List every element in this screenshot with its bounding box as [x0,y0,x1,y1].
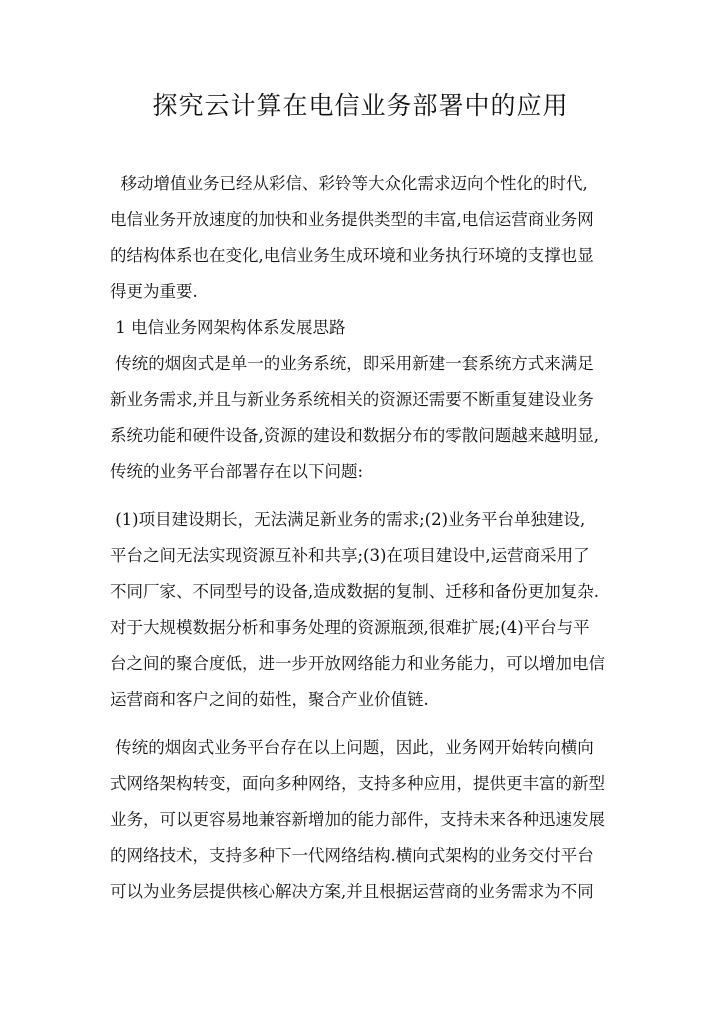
paragraph-line: 式网络架构转变，面向多种网络，支持多种应用，提供更丰富的新型 [110,774,605,793]
paragraph-line: 台之间的聚合度低，进一步开放网络能力和业务能力，可以增加电信 [110,654,605,673]
paragraph-line: 平台之间无法实现资源互补和共享;(3)在项目建设中,运营商采用了 [110,546,590,565]
paragraph-line: 业务，可以更容易地兼容新增加的能力部件，支持未来各种迅速发展 [110,810,605,829]
paragraph-line: 移动增值业务已经从彩信、彩铃等大众化需求迈向个性化的时代, [110,174,588,193]
paragraph-line: 的结构体系也在变化,电信业务生成环境和业务执行环境的支撑也显 [110,246,594,265]
paragraph-line: 传统的业务平台部署存在以下问题: [110,462,364,481]
paragraph-line: 运营商和客户之间的茹性，聚合产业价值链. [110,690,429,709]
section-heading: 1 电信业务网架构体系发展思路 [110,318,346,337]
paragraph-line: 对于大规模数据分析和事务处理的资源瓶颈,很难扩展;(4)平台与平 [110,618,590,637]
paragraph-line: 不同厂家、不同型号的设备,造成数据的复制、迁移和备份更加复杂. [110,582,599,601]
paragraph-line: 传统的烟囱式业务平台存在以上问题，因此，业务网开始转向横向 [110,738,594,757]
paragraph-line: 新业务需求,并且与新业务系统相关的资源还需要不断重复建设业务 [110,390,594,409]
document-title: 探究云计算在电信业务部署中的应用 [152,91,569,120]
paragraph-line: (1)项目建设期长，无法满足新业务的需求;(2)业务平台单独建设, [110,510,586,529]
paragraph-line: 得更为重要. [110,282,198,301]
paragraph-line: 传统的烟囱式是单一的业务系统，即采用新建一套系统方式来满足 [110,354,594,373]
paragraph-line: 的网络技术，支持多种下一代网络结构.横向式架构的业务交付平台 [110,846,594,865]
paragraph-line: 电信业务开放速度的加快和业务提供类型的丰富,电信运营商业务网 [110,210,594,229]
paragraph-line: 可以为业务层提供核心解决方案,并且根据运营商的业务需求为不同 [110,882,594,901]
paragraph-line: 系统功能和硬件设备,资源的建设和数据分布的零散问题越来越明显, [110,426,599,445]
